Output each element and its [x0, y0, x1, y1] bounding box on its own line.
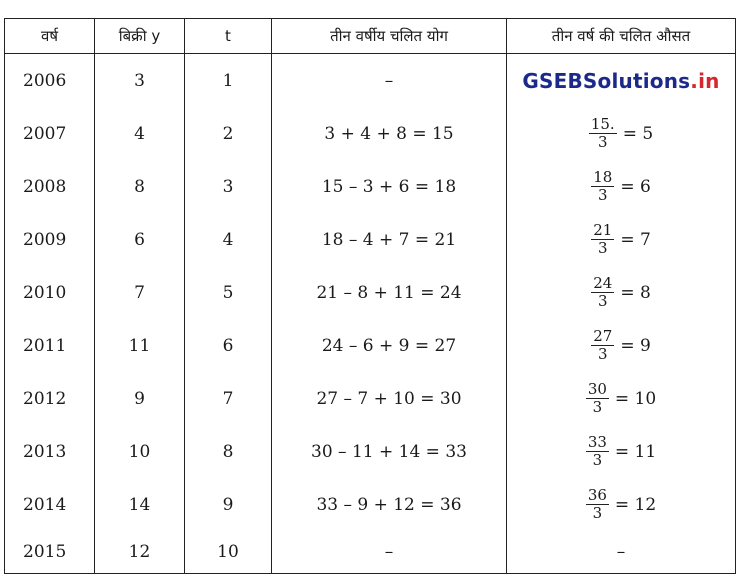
header-row: [5, 19, 736, 54]
moving-sum-cell: 24 – 6 + 9 = 27: [272, 319, 507, 372]
header-year: वर्ष: [5, 19, 95, 54]
fraction-numerator: 18: [593, 168, 613, 186]
moving-average-cell: [507, 372, 736, 425]
sales-cell: 14: [95, 478, 185, 531]
table-row: [5, 213, 736, 266]
average-result: = 7: [620, 229, 651, 250]
moving-sum-cell: –: [272, 54, 507, 108]
moving-average-cell: [507, 160, 736, 213]
year-cell: 2015: [5, 531, 95, 574]
moving-average-cell: [507, 478, 736, 531]
fraction: [591, 222, 614, 257]
table-row: [5, 425, 736, 478]
fraction-denominator: 3: [597, 345, 608, 363]
t-cell: 8: [185, 425, 272, 478]
fraction-numerator: 27: [593, 327, 613, 345]
sales-cell: 7: [95, 266, 185, 319]
year-cell: 2009: [5, 213, 95, 266]
table-row: [5, 319, 736, 372]
sales-cell: 11: [95, 319, 185, 372]
t-cell: 1: [185, 54, 272, 108]
t-cell: 10: [185, 531, 272, 574]
fraction: [591, 328, 614, 363]
average-result: = 9: [620, 335, 651, 356]
sales-cell: 9: [95, 372, 185, 425]
average-result: = 10: [614, 388, 657, 409]
fraction: [589, 116, 617, 151]
t-cell: 5: [185, 266, 272, 319]
fraction-denominator: 3: [592, 504, 603, 522]
table-row: [5, 266, 736, 319]
table-row: [5, 531, 736, 574]
moving-sum-cell: 33 – 9 + 12 = 36: [272, 478, 507, 531]
average-result: = 12: [614, 494, 657, 515]
fraction: [591, 275, 614, 310]
sales-cell: 4: [95, 107, 185, 160]
table-row: [5, 478, 736, 531]
sales-cell: 6: [95, 213, 185, 266]
fraction: [586, 434, 609, 469]
fraction-numerator: 36: [587, 486, 607, 504]
moving-average-cell: [507, 425, 736, 478]
moving-average-cell: [507, 54, 736, 108]
moving-sum-cell: 21 – 8 + 11 = 24: [272, 266, 507, 319]
moving-average-cell: [507, 319, 736, 372]
fraction-numerator: 15.: [590, 115, 615, 133]
fraction-numerator: 21: [593, 221, 613, 239]
watermark-main: GSEBSolutions: [522, 68, 691, 93]
table-row: [5, 160, 736, 213]
fraction-numerator: 24: [593, 274, 613, 292]
year-cell: 2008: [5, 160, 95, 213]
t-cell: 2: [185, 107, 272, 160]
t-cell: 7: [185, 372, 272, 425]
fraction-denominator: 3: [597, 133, 608, 151]
sales-cell: 8: [95, 160, 185, 213]
table-row: [5, 372, 736, 425]
moving-average-table: [4, 18, 736, 574]
average-result: = 5: [622, 123, 654, 144]
header-t: t: [185, 19, 272, 54]
header-moving-average: तीन वर्ष की चलित औसत: [507, 19, 736, 54]
moving-average-cell: [507, 266, 736, 319]
moving-sum-cell: 30 – 11 + 14 = 33: [272, 425, 507, 478]
sales-cell: 10: [95, 425, 185, 478]
fraction: [591, 169, 614, 204]
average-result: = 6: [620, 176, 651, 197]
year-cell: 2010: [5, 266, 95, 319]
sales-cell: 12: [95, 531, 185, 574]
fraction-denominator: 3: [597, 292, 608, 310]
moving-sum-cell: 3 + 4 + 8 = 15: [272, 107, 507, 160]
average-result: = 11: [614, 441, 657, 462]
fraction-numerator: 30: [587, 380, 607, 398]
moving-sum-cell: 27 – 7 + 10 = 30: [272, 372, 507, 425]
sales-cell: 3: [95, 54, 185, 108]
year-cell: 2011: [5, 319, 95, 372]
year-cell: 2006: [5, 54, 95, 108]
fraction-denominator: 3: [592, 398, 603, 416]
header-moving-sum: तीन वर्षीय चलित योग: [272, 19, 507, 54]
moving-average-cell: [507, 213, 736, 266]
moving-average-cell: [507, 107, 736, 160]
fraction: [586, 381, 609, 416]
moving-sum-cell: 18 – 4 + 7 = 21: [272, 213, 507, 266]
fraction-denominator: 3: [597, 239, 608, 257]
moving-sum-cell: –: [272, 531, 507, 574]
moving-average-cell: –: [507, 531, 736, 574]
watermark-tld: .in: [690, 68, 720, 93]
fraction: [586, 487, 609, 522]
t-cell: 9: [185, 478, 272, 531]
fraction-denominator: 3: [597, 186, 608, 204]
table-row: [5, 107, 736, 160]
year-cell: 2012: [5, 372, 95, 425]
t-cell: 6: [185, 319, 272, 372]
watermark-logo: [522, 69, 719, 93]
t-cell: 4: [185, 213, 272, 266]
fraction-denominator: 3: [592, 451, 603, 469]
table-row: [5, 54, 736, 108]
year-cell: 2013: [5, 425, 95, 478]
header-sales: बिक्री y: [95, 19, 185, 54]
fraction-numerator: 33: [587, 433, 607, 451]
year-cell: 2007: [5, 107, 95, 160]
average-result: = 8: [620, 282, 651, 303]
t-cell: 3: [185, 160, 272, 213]
moving-sum-cell: 15 – 3 + 6 = 18: [272, 160, 507, 213]
year-cell: 2014: [5, 478, 95, 531]
